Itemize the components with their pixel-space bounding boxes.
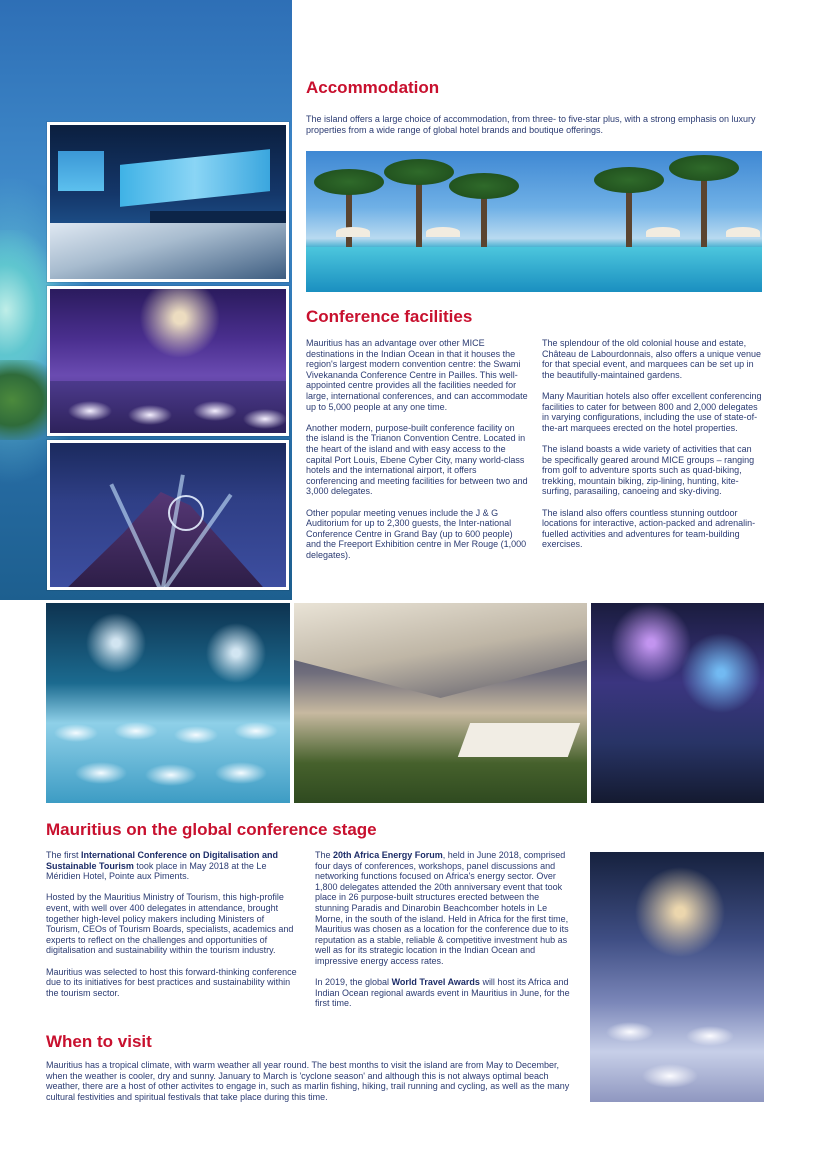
conference-paragraph: The splendour of the old colonial house and estate, Château de Labourdonnais, also offers a unique venue for that special event, and marquees can be set up in the beautifully-maintained gardens. — [542, 338, 762, 380]
global-paragraph — [315, 850, 575, 967]
text-span: In 2019, the global — [315, 977, 392, 988]
marquee-event-photo — [294, 603, 587, 803]
beach-pool-photo — [306, 151, 762, 292]
global-paragraph — [46, 850, 300, 882]
conference-paragraph: Another modern, purpose-built conference facility on the island is the Trianon Convention Centre. Located in the heart of the island and with easy access to the capital Port Louis, Ebene Cyber City, many world-class hotels and the international airport, it offers conferencing and meeting facilities for between two and 3,000 delegates. — [306, 422, 528, 497]
gala-dinner-photo — [46, 603, 290, 803]
event-name: 20th Africa Energy Forum — [333, 850, 443, 860]
accommodation-paragraph: The island offers a large choice of accommodation, from three- to five-star plus, with a strong emphasis on luxury properties from a wide range of global hotel brands and boutique offerings. — [306, 114, 756, 135]
concert-lights-photo — [591, 603, 764, 803]
when-to-visit-text — [46, 1060, 574, 1102]
conference-paragraph: Other popular meeting venues include the J & G Auditorium for up to 2,300 guests, the Inter-national Conference Centre in Grand Bay (up to 600 people) and the Freeport Exhibition centre in Mer Rouge (1,000 delegates). — [306, 507, 527, 560]
conference-paragraph: The island boasts a wide variety of activities that can be specifically geared around MICE groups – ranging from golf to adventure sports such as quad-biking, trekking, mountain biking, zip-lining, hunting, kite-surfing, parasailing, canoeing and sky-diving. — [542, 443, 755, 497]
conference-stage-photo — [47, 122, 289, 282]
text-span: took place in May 2018 at the Le Méridien Hotel, Pointe aux Piments. — [46, 860, 267, 882]
global-paragraph — [315, 977, 575, 1009]
accommodation-text — [306, 114, 762, 135]
banquet-hall-photo — [590, 852, 764, 1102]
accommodation-heading: Accommodation — [306, 78, 440, 97]
global-conference-heading: Mauritius on the global conference stage — [46, 820, 377, 839]
conference-paragraph: The island also offers countless stunning outdoor locations for interactive, action-packed and adrenalin-fuelled activities and adventures for team-building exercises. — [542, 507, 756, 550]
conference-column-2 — [542, 338, 764, 550]
text-span: , held in June 2018, comprised four days of conferences, workshops, panel discussions and networking functions focused on Africa's energy sector. Over 1,800 delegates attended the 20th anniversary event that took place in 26 purpose-built structures erected between the stunning Paradis and Dinarobin Beachcomber hotels in Le Morne, in the south of the island. Held in Africa for the first time, Mauritius was chosen as a location for the conference due to its reputation as a stable, reliable & competitive investment hub as well as for its strategic location in the Indian Ocean and impressive energy access rates. — [315, 850, 569, 966]
global-paragraph: Hosted by the Mauritius Ministry of Tourism, this high-profile event, with well over 400 delegates in attendance, brought together high-level policy makers including Ministers of Tourism, CEOs of Tourism Boards, specialists, academics and experts to reflect on the challenges and opportunities of digitalisation and sustainability within the tourism industry. — [46, 892, 294, 956]
global-column-2 — [315, 850, 575, 1009]
conference-column-1 — [306, 338, 528, 560]
conference-heading: Conference facilities — [306, 307, 473, 326]
when-to-visit-paragraph: Mauritius has a tropical climate, with warm weather all year round. The best months to visit the island are from May to December, when the weather is cooler, dry and sunny. January to March is 'cyclone season' and although this is not always optimal beach weather, there are a host of other activites to engage in, such as marlin fishing, hiking, trail running and cycling, as well as the many cultural festivities and spiritual festivals that take place during this time. — [46, 1060, 570, 1102]
when-to-visit-heading: When to visit — [46, 1032, 152, 1051]
text-span: The — [315, 850, 334, 860]
mountain-light-show-photo — [47, 440, 289, 590]
event-name: International Conference on Digitalisation and Sustainable Tourism — [46, 850, 279, 871]
conference-paragraph: Many Mauritian hotels also offer excellent conferencing facilities to cater for between 800 and 2,000 delegates in varying configurations, including the use of state-of-the-art marquees erected on the hotel properties. — [542, 390, 762, 433]
global-paragraph: Mauritius was selected to host this forward-thinking conference due to its initiatives for best practices and sustainability within the tourism sector. — [46, 966, 297, 998]
ballroom-photo — [47, 286, 289, 436]
conference-paragraph: Mauritius has an advantage over other MICE destinations in the Indian Ocean in that it houses the region's largest modern convention centre: the Swami Vivekananda Conference Centre in Pailles. This well-appointed centre provides all the facilities needed for large, international conferences, and can accommodate up to 5,000 people at any one time. — [306, 338, 528, 412]
event-name: World Travel Awards — [391, 977, 480, 988]
global-column-1 — [46, 850, 300, 998]
text-span: will host its Africa and Indian Ocean regional awards event in Mauritius in June, for the first time. — [315, 977, 570, 1009]
text-span: The first — [46, 850, 82, 860]
